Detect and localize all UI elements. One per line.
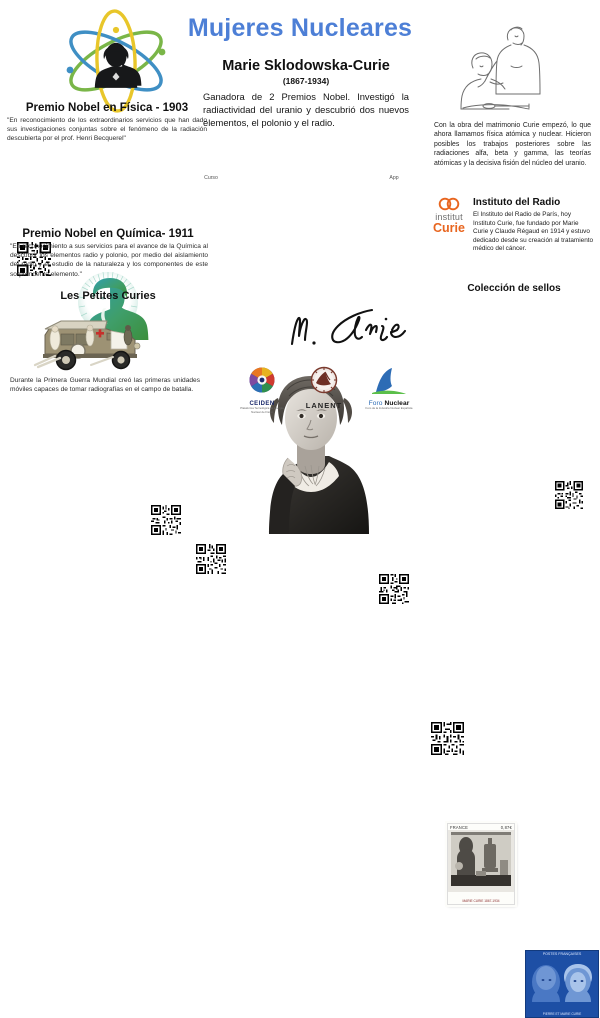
petites-curies-heading: Les Petites Curies (60, 290, 156, 302)
qr-code-curso[interactable] (196, 544, 226, 574)
stamp-pierre-marie-curie (525, 950, 599, 1018)
chemistry-nobel-heading: Premio Nobel en Química- 1911 (22, 228, 194, 240)
stamp1-value: 0,87€ (500, 825, 512, 830)
institut-curie-line1: institut (435, 212, 463, 222)
legacy-text: Con la obra del matrimonio Curie empezó, lo que ahora llamamos física atómica y nuclear. Hicieron posibles los trabajos posteriores sobre las radiaciones alfa, beta y gamma, las teorías atómicas y la decisiva fisión del núcleo del uranio. (434, 122, 591, 167)
logo-ceiden-sub: Plataforma Tecnológica de Energía Nuclear de Fisión (240, 406, 284, 414)
qr-app-label: App (389, 175, 399, 181)
stamp2-caption: PIERRE ET MARIE CURIE (542, 1012, 582, 1016)
qr-curso-label: Curso (204, 175, 218, 181)
logo-foro-nuclear (358, 366, 420, 410)
instituto-radio-text: El Instituto del Radio de París, hoy Instituto Curie, fue fundado por Marie Curie y Claude Régaud en 1914 y estuvo dedicado desde su creación al tratamiento médico del cáncer. (473, 211, 594, 253)
qr-code-petites-curies[interactable] (151, 505, 181, 535)
qr-code-app[interactable] (379, 574, 409, 604)
curie-dates: (1867-1934) (282, 76, 330, 86)
curie-signature (286, 300, 416, 355)
logo-ceiden (240, 366, 284, 414)
page-title: Mujeres Nucleares (187, 14, 413, 42)
stamp1-caption: MARIE CURIE 1867-1934 (462, 899, 500, 903)
curie-intro-text: Ganadora de 2 Premios Nobel. Investigó la radiactividad del uranio y descubrió dos nuevos elementos, el polonio y el radio. (203, 91, 409, 128)
qr-code-sketch[interactable] (555, 481, 583, 509)
logo-foro-nuclear-label: Foro Nuclear (368, 400, 410, 407)
logo-lanent (297, 366, 351, 410)
stamp1-country: FRANCE (450, 825, 469, 830)
chemistry-nobel-quote: "En reconocimiento a sus servicios para el avance de la Química al descubrir los elementos radio y polonio, por medio del aislamiento del radio y el estudio de la naturaleza y los componentes de este sorprendente elemento." (10, 243, 208, 278)
logo-lanent-label: LANENT (305, 401, 343, 410)
institut-curie-logo (428, 196, 470, 234)
physics-nobel-heading: Premio Nobel en Física - 1903 (25, 102, 189, 114)
instituto-radio-heading: Instituto del Radio (473, 197, 561, 208)
atom-logo (58, 22, 174, 100)
curie-couple-sketch (445, 16, 575, 116)
stamps-heading: Colección de sellos (467, 283, 561, 294)
physics-nobel-quote: "En reconocimiento de los extraordinarios servicios que han dado sus investigaciones conjuntas sobre el fenómeno de la radiación descubierta por el prof. Henri Becquerel" (7, 117, 207, 143)
ambulance-illustration (33, 315, 147, 373)
petites-curies-text: Durante la Primera Guerra Mundial creó las primeras unidades móviles capaces de tomar radiografías en el campo de batalla. (10, 377, 200, 394)
qr-code-institut-curie[interactable] (431, 722, 464, 755)
curie-name: Marie Sklodowska-Curie (222, 58, 390, 74)
svg-text:M.C.: M.C. (504, 880, 511, 884)
stamp2-country: POSTES FRANÇAISES (542, 952, 582, 956)
logo-foro-nuclear-sub: Foro de la Industria Nuclear Española (365, 406, 413, 410)
institut-curie-line2: Curie (433, 221, 465, 235)
stamp-marie-curie (447, 823, 515, 905)
logo-ceiden-label: CEIDEN (249, 401, 275, 407)
